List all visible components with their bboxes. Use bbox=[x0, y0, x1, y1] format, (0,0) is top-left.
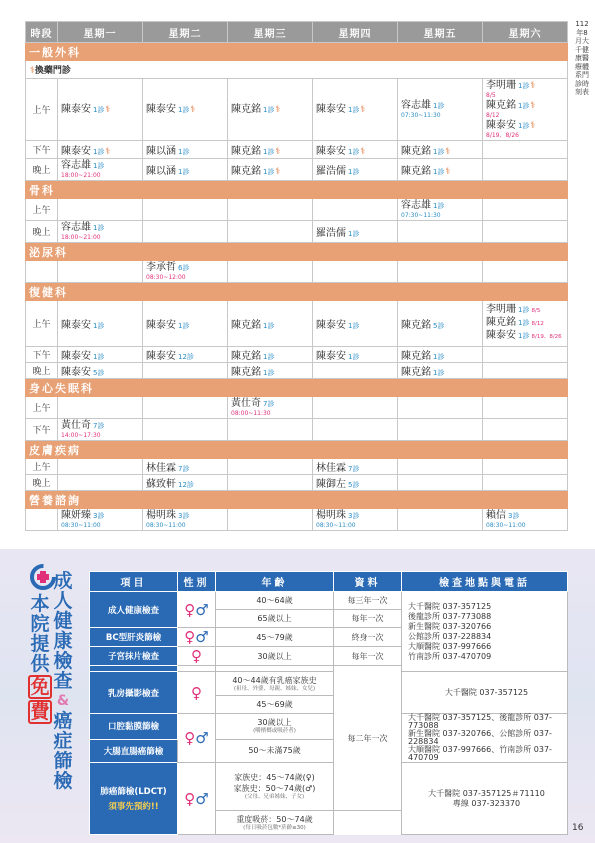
promo-title-right: 成 人 健 康 檢 查 & 癌 症 篩 檢 bbox=[53, 570, 73, 792]
male-icon: ♂ bbox=[195, 600, 209, 619]
header-mon: 星期一 bbox=[58, 22, 143, 43]
header-fri: 星期五 bbox=[398, 22, 483, 43]
free-checkup-section bbox=[0, 549, 595, 843]
row-general-eve: 晚上 容志雄 1診 18:00~21:00 陳以涵 1診 陳克銘 1診⚕ 羅浩儒 1診 陳克銘 1診⚕ bbox=[26, 159, 568, 181]
dressing-icon: ⚕ bbox=[445, 167, 451, 177]
dressing-icon: ⚕ bbox=[275, 104, 281, 115]
dressing-icon: ⚕ bbox=[445, 147, 451, 157]
promo-title-left: 本 院 提 供 免 費 bbox=[28, 594, 52, 725]
row-rehab-eve: 晚上 陳泰安 5診 陳克銘 1診 陳克銘 1診 bbox=[26, 363, 568, 379]
location-group-4: 大千醫院 037-357125＃71110 專線 037-323370 bbox=[402, 763, 568, 835]
dept-psychiatry: 身心失眠科 bbox=[26, 379, 568, 397]
dressing-icon: ⚕ bbox=[105, 147, 111, 157]
dressing-icon: ⚕ bbox=[275, 147, 281, 157]
page-number: 16 bbox=[572, 823, 584, 833]
dressing-icon: ⚕ bbox=[530, 120, 536, 131]
dept-dermatology: 皮膚疾病 bbox=[26, 441, 568, 459]
row-psy-am: 上午 黃仕奇 7診 08:00~11:30 bbox=[26, 397, 568, 419]
side-note: 112年8月大千健康醫療體系門診時刻表 bbox=[575, 20, 589, 96]
header-sat: 星期六 bbox=[483, 22, 568, 43]
sub-dressing-clinic: ⚕換藥門診 bbox=[26, 61, 568, 79]
row-general-pm: 下午 陳泰安 1診⚕ 陳以涵 1診 陳克銘 1診⚕ 陳泰安 1診⚕ 陳克銘 1診⚕ bbox=[26, 141, 568, 159]
female-icon: ♀ bbox=[184, 600, 196, 619]
row-ortho-am: 上午 容志雄 1診 07:30~11:30 bbox=[26, 199, 568, 221]
dressing-icon: ⚕ bbox=[530, 80, 536, 91]
row-pap-smear: 子宮抹片檢查 ♀ 30歲以上 每年一次 bbox=[90, 647, 568, 666]
dept-urology: 泌尿科 bbox=[26, 243, 568, 261]
dressing-icon: ⚕ bbox=[190, 104, 196, 115]
row-bc-hepatitis: BC型肝炎篩檢 ♀♂ 45～79歲 終身一次 bbox=[90, 628, 568, 647]
checkup-table: 項目 性別 年齡 資料 檢查地點與電話 成人健康檢查 ♀♂ 40～64歲 每三年一次 大千醫院 037-357125 後龍診所 037-773088 新生醫院 037-320766 公館診所 037-228834 大順醫院 037-997666 竹南診所 037-470709 65歲以上 每年一次 BC型肝炎篩檢 ♀♂ 45～79歲 終身一次 子宮抹片檢查 ♀ 30歲以上 每年一次 每二年一次 乳房攝影檢查 ♀ 40～44歲有乳癌家族史 (祖母、外婆、母親、姊妹、女兒) 大千醫院 037-357125 45～69歲 口腔黏膜篩檢 ♀♂ 30歲以上 (嚼檳榔或吸菸者) 大千醫院 037-357125、後龍診所 037-773088 新生醫院 037-320766、公館診所 037-228834 大順醫院 037-997666、竹南診所 037-470709 大腸直腸癌篩檢 50～未滿75歲 肺癌篩檢(LDCT) 須事先預約!! ♀♂ 家族史：45～74歲(♀) 家族史：50～74歲(♂) (父母、兄弟姊妹、子女) 大千醫院 037-357125＃71110 專線 037-323370 重度吸菸：50～74歲 (每日吸菸包數*菸齡≥30) bbox=[89, 571, 568, 835]
row-ldct: 肺癌篩檢(LDCT) 須事先預約!! ♀♂ 家族史：45～74歲(♀) 家族史：50～74歲(♂) (父母、兄弟姊妹、子女) 大千醫院 037-357125＃71110 專線 037-323370 bbox=[90, 763, 568, 811]
row-general-am: 上午 陳泰安 1診⚕ 陳泰安 1診⚕ 陳克銘 1診⚕ 陳泰安 1診⚕ 容志雄 1診 07:30~11:30 李明珊 1診⚕ 8/5 陳克銘 1診⚕ 8/12 陳泰安 1診⚕ 8/19、8/26 bbox=[26, 79, 568, 141]
row-adult-checkup: 成人健康檢查 ♀♂ 40～64歲 每三年一次 大千醫院 037-357125 後龍診所 037-773088 新生醫院 037-320766 公館診所 037-228834 大順醫院 037-997666 竹南診所 037-470709 bbox=[90, 592, 568, 610]
row-mammography: 乳房攝影檢查 ♀ 40～44歲有乳癌家族史 (祖母、外婆、母親、姊妹、女兒) 大千醫院 037-357125 bbox=[90, 672, 568, 696]
dressing-icon: ⚕ bbox=[360, 147, 366, 157]
row-derm-eve: 晚上 蘇致軒 12診 陳御左 5診 bbox=[26, 475, 568, 491]
row-ortho-eve: 晚上 容志雄 1診 18:00~21:00 羅浩儒 1診 bbox=[26, 221, 568, 243]
dept-rehabilitation: 復健科 bbox=[26, 283, 568, 301]
row-nutri: 陳妍臻 3診 08:30~11:00 楊明珠 3診 08:30~11:00 楊明珠 3診 08:30~11:00 賴信 3診 08:30~11:00 bbox=[26, 509, 568, 531]
row-rehab-am: 上午 陳泰安 1診 陳泰安 1診 陳克銘 1診 陳泰安 1診 陳克銘 5診 李明珊 1診 8/5 陳克銘 1診 8/12 陳泰安 1診 8/19、8/26 bbox=[26, 301, 568, 347]
row-uro: 李承哲 6診 08:30~12:00 bbox=[26, 261, 568, 283]
dressing-icon: ⚕ bbox=[275, 167, 281, 177]
header-wed: 星期三 bbox=[228, 22, 313, 43]
row-oral-screening: 口腔黏膜篩檢 ♀♂ 30歲以上 (嚼檳榔或吸菸者) 大千醫院 037-357125、後龍診所 037-773088 新生醫院 037-320766、公館診所 037-228834 大順醫院 037-997666、竹南診所 037-470709 bbox=[90, 714, 568, 740]
row-derm-am: 上午 林佳霖 7診 林佳霖 7診 bbox=[26, 459, 568, 475]
header-tue: 星期二 bbox=[143, 22, 228, 43]
location-group-1: 大千醫院 037-357125 後龍診所 037-773088 新生醫院 037-320766 公館診所 037-228834 大順醫院 037-997666 竹南診所 037-470709 bbox=[402, 592, 568, 672]
location-group-3: 大千醫院 037-357125、後龍診所 037-773088 新生醫院 037-320766、公館診所 037-228834 大順醫院 037-997666、竹南診所 037-470709 bbox=[402, 714, 568, 763]
dressing-icon: ⚕ bbox=[530, 100, 536, 111]
dept-nutrition: 營養諮詢 bbox=[26, 491, 568, 509]
dressing-clinic-icon: ⚕ bbox=[30, 66, 35, 76]
dressing-icon: ⚕ bbox=[105, 104, 111, 115]
header-slot: 時段 bbox=[26, 22, 58, 43]
header-thu: 星期四 bbox=[313, 22, 398, 43]
checkup-header: 項目 性別 年齡 資料 檢查地點與電話 bbox=[90, 572, 568, 592]
dept-orthopedics: 骨科 bbox=[26, 181, 568, 199]
schedule-header-row bbox=[26, 22, 568, 43]
row-rehab-pm: 下午 陳泰安 1診 陳泰安 12診 陳克銘 1診 陳泰安 1診 陳克銘 1診 bbox=[26, 347, 568, 363]
row-colorectal: 大腸直腸癌篩檢 50～未滿75歲 bbox=[90, 739, 568, 762]
dressing-icon: ⚕ bbox=[360, 104, 366, 115]
dept-general-surgery: 一般外科 bbox=[26, 43, 568, 61]
clinic-schedule-table bbox=[25, 21, 568, 531]
row-psy-pm: 下午 黃仕奇 7診 14:00~17:30 bbox=[26, 419, 568, 441]
